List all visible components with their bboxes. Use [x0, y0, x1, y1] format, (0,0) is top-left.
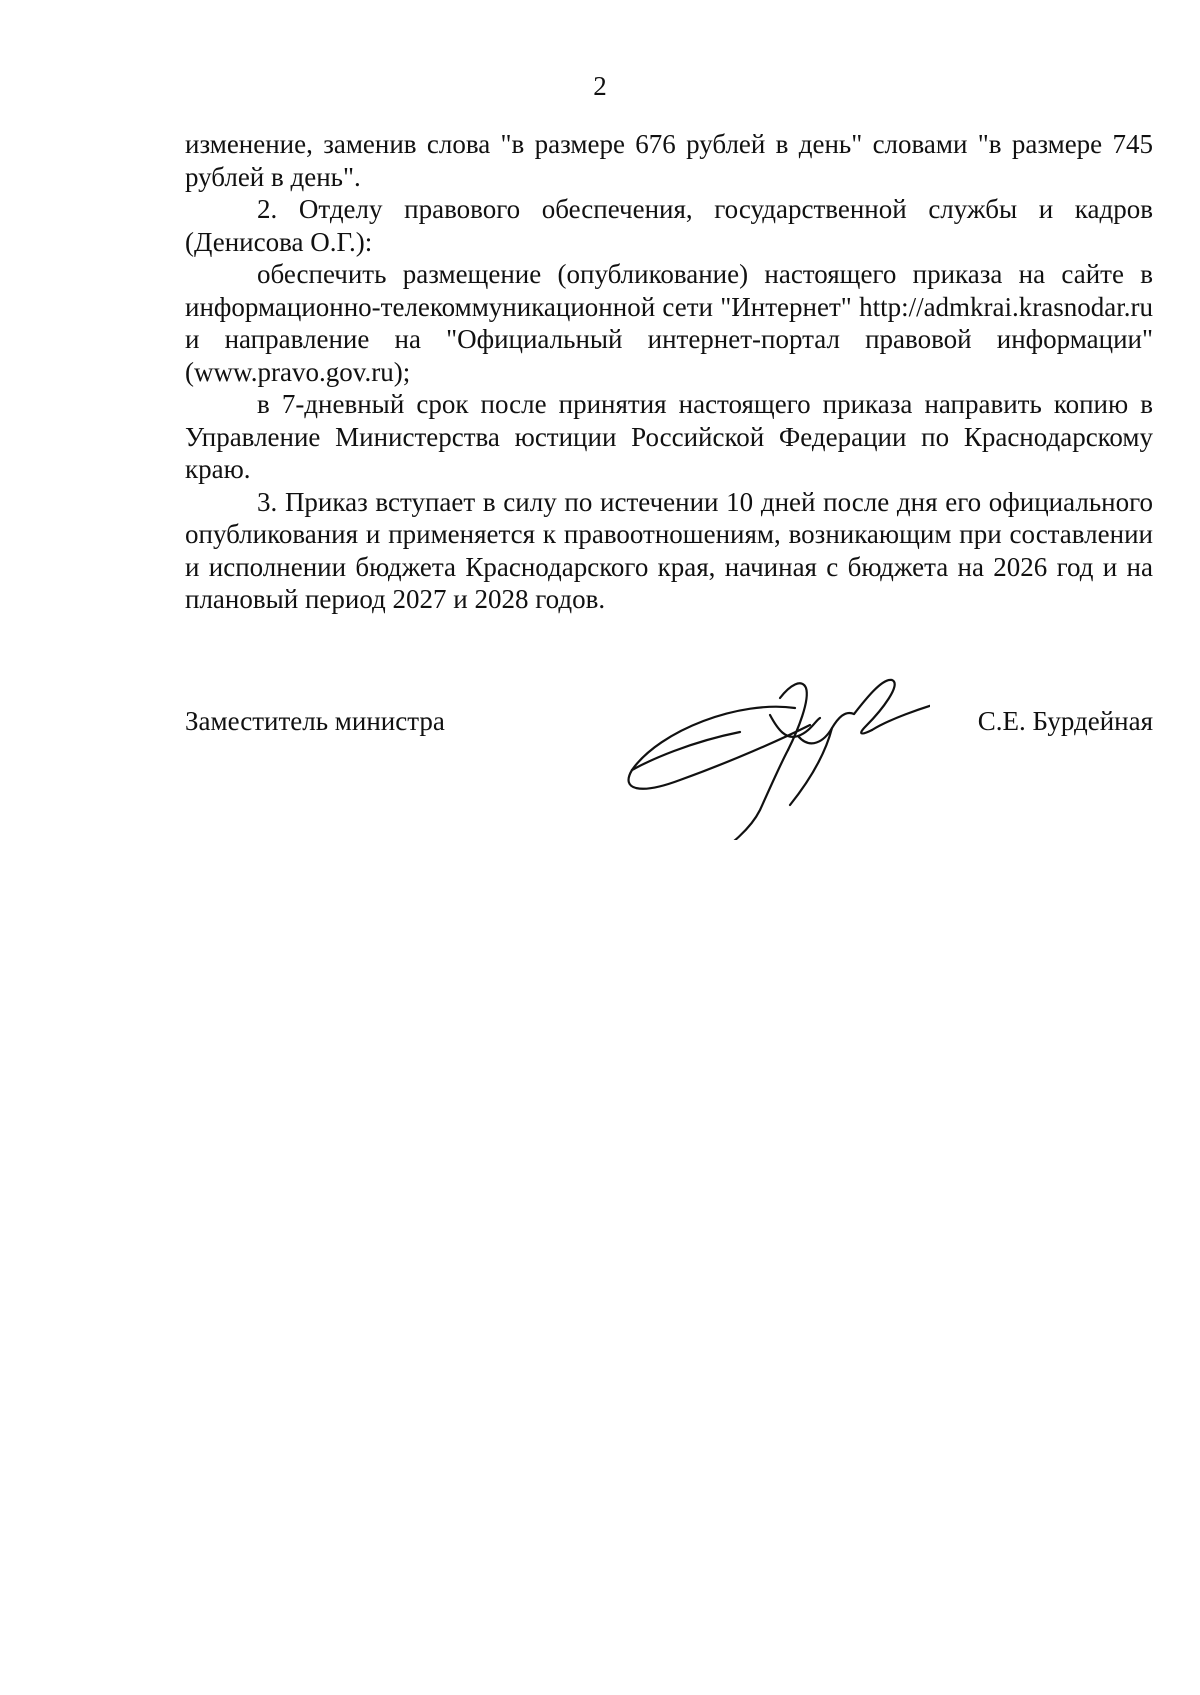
paragraph-item-2: 2. Отделу правового обеспечения, государственной службы и кадров (Денисова О.Г.): — [185, 194, 1153, 257]
paragraph-amendment-continuation: изменение, заменив слова "в размере 676 рублей в день" словами "в размере 745 рублей в день". — [185, 129, 1153, 192]
document-body — [185, 128, 1153, 616]
paragraph-item-3-effective-date: 3. Приказ вступает в силу по истечении 10 дней после дня его официального опубликования и применяется к правоотношениям, возникающим при составлении и исполнении бюджета Краснодарского края, начиная с бюджета на 2026 год и на плановый период 2027 и 2028 годов. — [185, 486, 1153, 614]
signatory-position: Заместитель министра — [185, 706, 445, 736]
paragraph-ministry-copy-duty: в 7-дневный срок после принятия настоящего приказа направить копию в Управление Министерства юстиции Российской Федерации по Краснодарскому краю. — [185, 389, 1153, 484]
handwritten-signature — [620, 670, 930, 840]
page-number: 2 — [593, 71, 607, 101]
signatory-name: С.Е. Бурдейная — [977, 706, 1153, 736]
paragraph-publication-duty: обеспечить размещение (опубликование) настоящего приказа на сайте в информационно-телекоммуникационной сети "Интернет" http://admkrai.krasnodar.ru и направление на "Официальный интернет-портал правовой информации" (www.pravo.gov.ru); — [185, 259, 1153, 387]
